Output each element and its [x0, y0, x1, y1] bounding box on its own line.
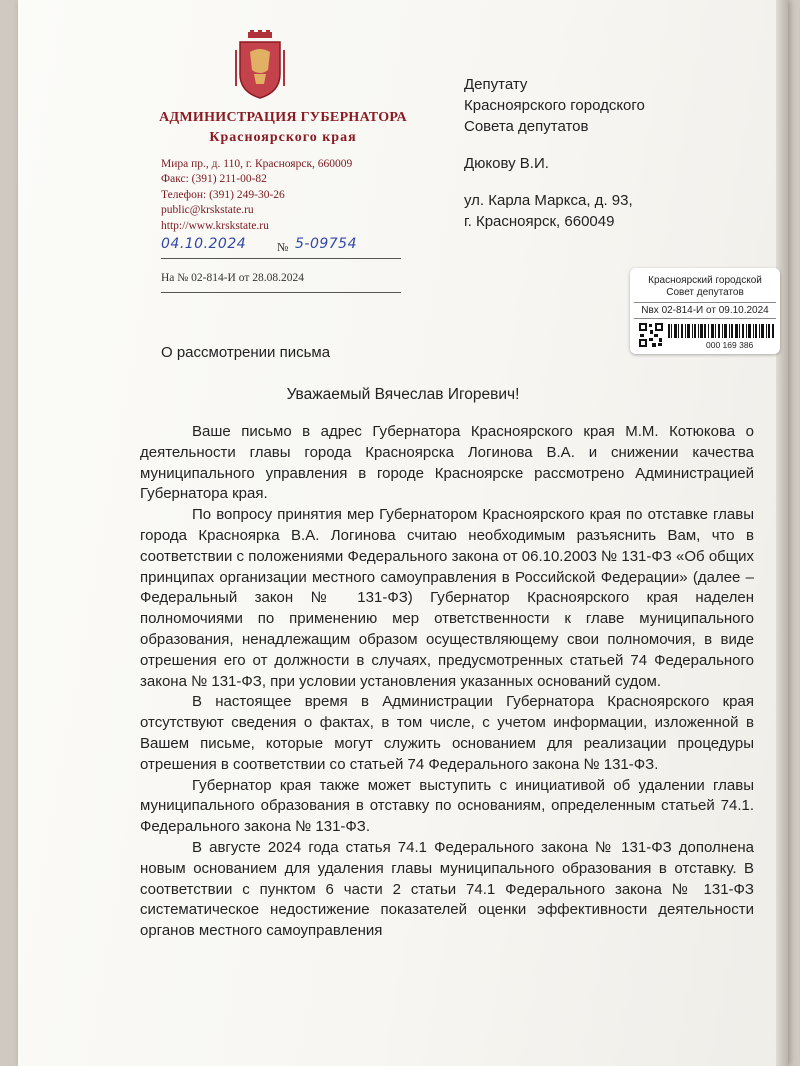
reply-reference: На № 02-814-И от 28.08.2024: [161, 272, 401, 293]
qr-code-icon: [638, 322, 664, 348]
addressee-gap: [464, 174, 645, 190]
registration-stamp: [630, 268, 780, 354]
sender-fax: Факс: (391) 211-00-82: [161, 173, 267, 186]
stamp-incoming-ref: Nвх 02-814-И от 09.10.2024: [634, 302, 776, 319]
sender-website: http://www.krskstate.ru: [161, 219, 269, 232]
body-paragraph: Ваше письмо в адрес Губернатора Красноярского края М.М. Котюкова о деятельности главы города Красноярска Логинова В.А. и снижении качества муниципального управления в городе Красноярске рассмотрено Администрацией Губернатора края.: [140, 423, 754, 503]
addressee-name: Дюкову В.И.: [464, 155, 549, 172]
sender-address: Мира пр., д. 110, г. Красноярск, 660009: [161, 158, 353, 170]
outgoing-date: 04.10.2024: [161, 236, 247, 252]
sender-region: Красноярского края: [209, 130, 357, 145]
body-paragraph: Губернатор края также может выступить с инициативой об удалении главы муниципального образования в отставку по основаниям, определенным статьей 74.1. Федерального закона № 131-ФЗ.: [140, 776, 754, 836]
sender-org-name: АДМИНИСТРАЦИЯ ГУБЕРНАТОРА: [159, 110, 407, 125]
outgoing-number: 5-09754: [295, 236, 357, 252]
sender-phone: Телефон: (391) 249-30-26: [161, 188, 285, 201]
letter-salutation: Уважаемый Вячеслав Игоревич!: [286, 386, 520, 403]
addressee-block: [464, 74, 645, 232]
addressee-street: ул. Карла Маркса, д. 93,: [464, 192, 633, 209]
letter-sheet: [18, 0, 788, 1066]
stamp-org-line2: Совет депутатов: [666, 287, 744, 298]
addressee-line: Красноярского городского: [464, 97, 645, 114]
addressee-line: Совета депутатов: [464, 118, 589, 135]
addressee-city: г. Красноярск, 660049: [464, 213, 615, 230]
outgoing-number-sign: №: [277, 240, 289, 254]
stamp-org-line1: Красноярский городской: [648, 275, 762, 286]
letter-body: [140, 422, 754, 942]
addressee-line: Депутату: [464, 76, 528, 93]
outgoing-registration: [161, 236, 401, 259]
paper-edge: [776, 0, 788, 1066]
addressee-gap: [464, 137, 645, 153]
letter-subject: О рассмотрении письма: [161, 344, 331, 361]
sender-email: public@krskstate.ru: [161, 204, 254, 217]
barcode-icon: [668, 324, 774, 338]
stamp-code: 000 169 386: [706, 340, 754, 350]
body-paragraph: В августе 2024 года статья 74.1 Федерального закона № 131-ФЗ дополнена новым основанием для удаления главы муниципального образования в отставку. В соответствии с пунктом 6 части 2 статьи 74.1 Федерального закона № 131-ФЗ систематическое недостижение показателей оценки эффективности деятельности органов местного самоуправления: [140, 838, 754, 940]
coat-of-arms-icon: [234, 30, 286, 100]
body-paragraph: По вопросу принятия мер Губернатором Красноярского края по отставке главы города Красноярка В.А. Логинова считаю необходимым разъяснить Вам, что в соответствии с положениями Федерального закона от 06.10.2003 № 131-ФЗ «Об общих принципах организации местного самоуправления в Российской Федерации» (далее – Федеральный закон № 131-ФЗ) Губернатор Красноярского края наделен полномочиями по применению мер ответственности к главе муниципального образования, ненадлежащим образом осуществляющему свои полномочия, в виде отрешения его от должности в случаях, предусмотренных статьей 74 Федерального закона № 131-ФЗ, при условии установления указанных оснований судом.: [140, 506, 754, 690]
body-paragraph: В настоящее время в Администрации Губернатора Красноярского края отсутствуют сведения о фактах, в том числе, с учетом информации, изложенной в Вашем письме, которые могут служить основанием для реализации процедуры отрешения в соответствии со статьей 74 Федерального закона № 131-ФЗ.: [140, 693, 754, 773]
sender-contacts: [161, 157, 352, 234]
